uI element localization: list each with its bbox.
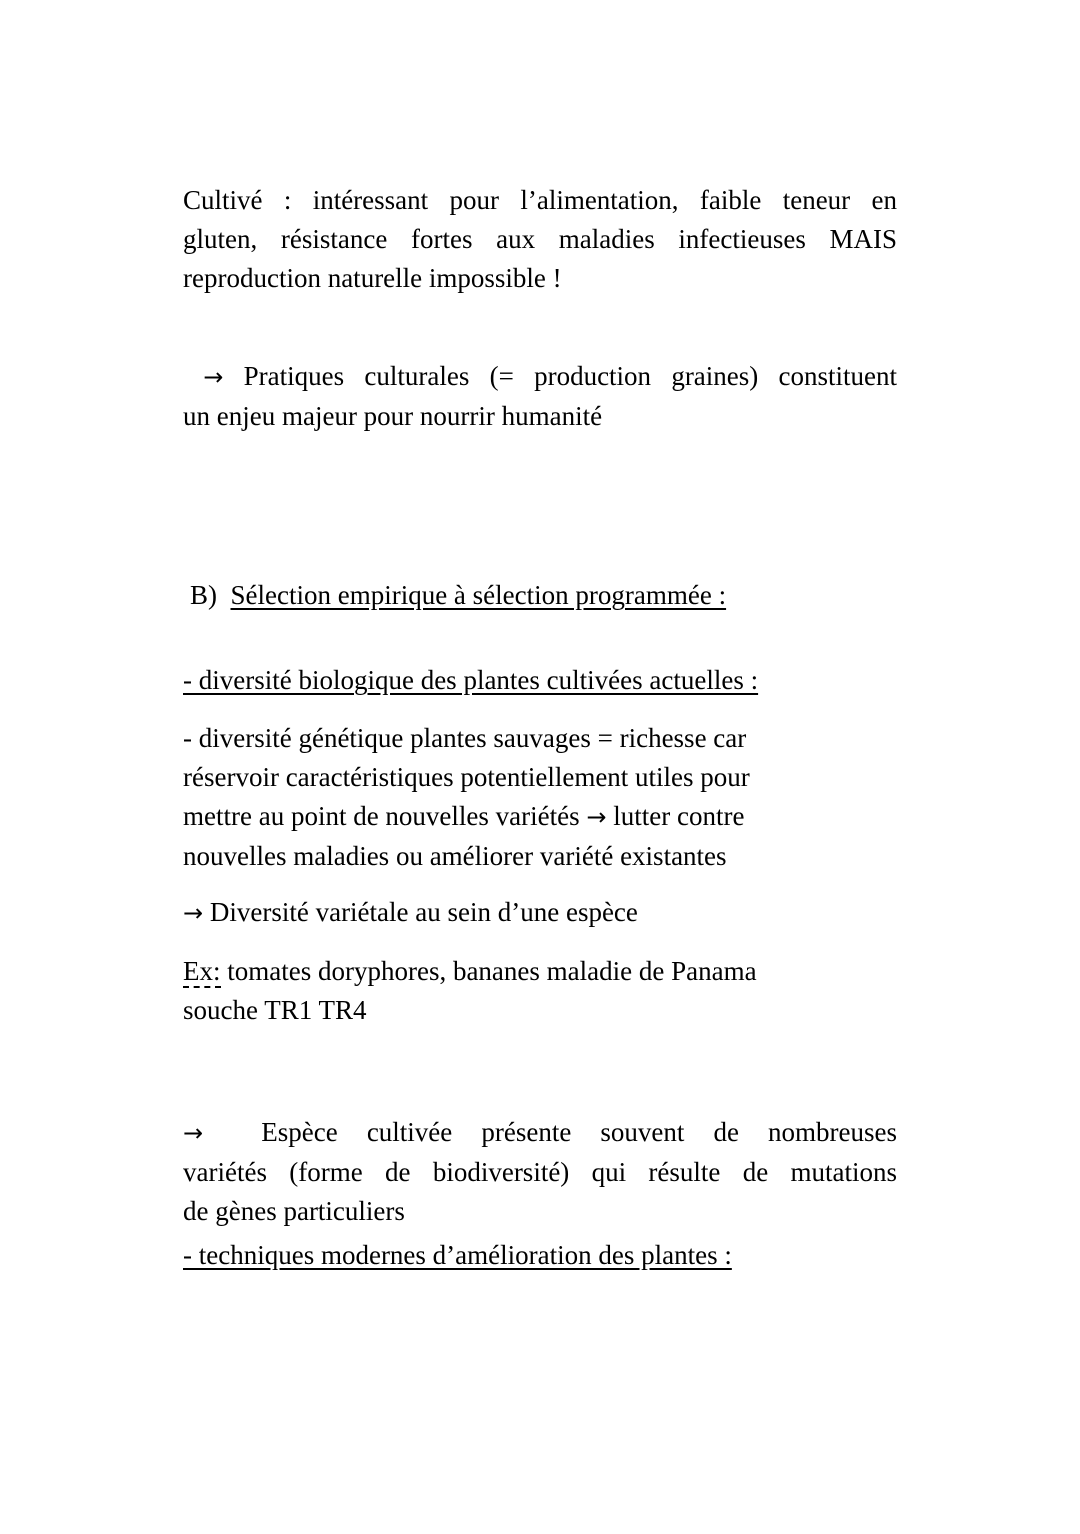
text-line: souche TR1 TR4 bbox=[183, 995, 367, 1025]
section-title: Sélection empirique à sélection programmée : bbox=[230, 580, 727, 610]
text-line: un enjeu majeur pour nourrir humanité bbox=[183, 401, 603, 431]
text-line bbox=[183, 952, 757, 991]
subheading-text: - techniques modernes d’amélioration des plantes : bbox=[183, 1240, 732, 1270]
text-line: reproduction naturelle impossible ! bbox=[183, 263, 562, 293]
arrow-right-icon: → bbox=[183, 899, 204, 927]
arrow-right-icon: → bbox=[183, 1119, 204, 1147]
subheading-text: - diversité biologique des plantes cultivées actuelles : bbox=[183, 665, 759, 695]
text-line bbox=[183, 1113, 897, 1153]
text-line: - diversité génétique plantes sauvages = richesse car bbox=[183, 723, 747, 753]
text-line: nouvelles maladies ou améliorer variété existantes bbox=[183, 841, 727, 871]
text-line: de gènes particuliers bbox=[183, 1196, 405, 1226]
text-line: gluten, résistance fortes aux maladies infectieuses MAIS bbox=[183, 224, 897, 254]
section-heading-b bbox=[190, 576, 726, 615]
paragraph-cultivated-species bbox=[183, 1113, 897, 1231]
text-segment: mettre au point de nouvelles variétés bbox=[183, 801, 580, 831]
text-segment: lutter contre bbox=[613, 801, 745, 831]
subheading-biological-diversity bbox=[183, 661, 758, 700]
paragraph-cultural-practices bbox=[183, 357, 897, 436]
text-line bbox=[183, 797, 750, 837]
example-label: Ex: bbox=[183, 956, 221, 986]
text-line: variétés (forme de biodiversité) qui résulte de mutations bbox=[183, 1157, 897, 1187]
paragraph-varietal-diversity bbox=[183, 893, 638, 933]
paragraph-example bbox=[183, 952, 757, 1030]
text-segment: Espèce cultivée présente souvent de nombreuses bbox=[261, 1117, 898, 1147]
section-marker: B) bbox=[190, 580, 217, 610]
text-segment: tomates doryphores, bananes maladie de Panama bbox=[227, 956, 757, 986]
text-segment: Pratiques culturales (= production graines) constituent bbox=[243, 361, 898, 391]
paragraph-cultivated bbox=[183, 181, 897, 298]
text-line bbox=[183, 357, 897, 397]
arrow-right-icon: → bbox=[203, 363, 224, 391]
subheading-modern-techniques bbox=[183, 1236, 732, 1275]
text-segment: Diversité variétale au sein d’une espèce bbox=[209, 897, 638, 927]
paragraph-genetic-diversity bbox=[183, 719, 750, 876]
arrow-right-icon: → bbox=[586, 803, 607, 831]
text-line: réservoir caractéristiques potentiellement utiles pour bbox=[183, 762, 750, 792]
text-line: Cultivé : intéressant pour l’alimentation, faible teneur en bbox=[183, 185, 897, 215]
